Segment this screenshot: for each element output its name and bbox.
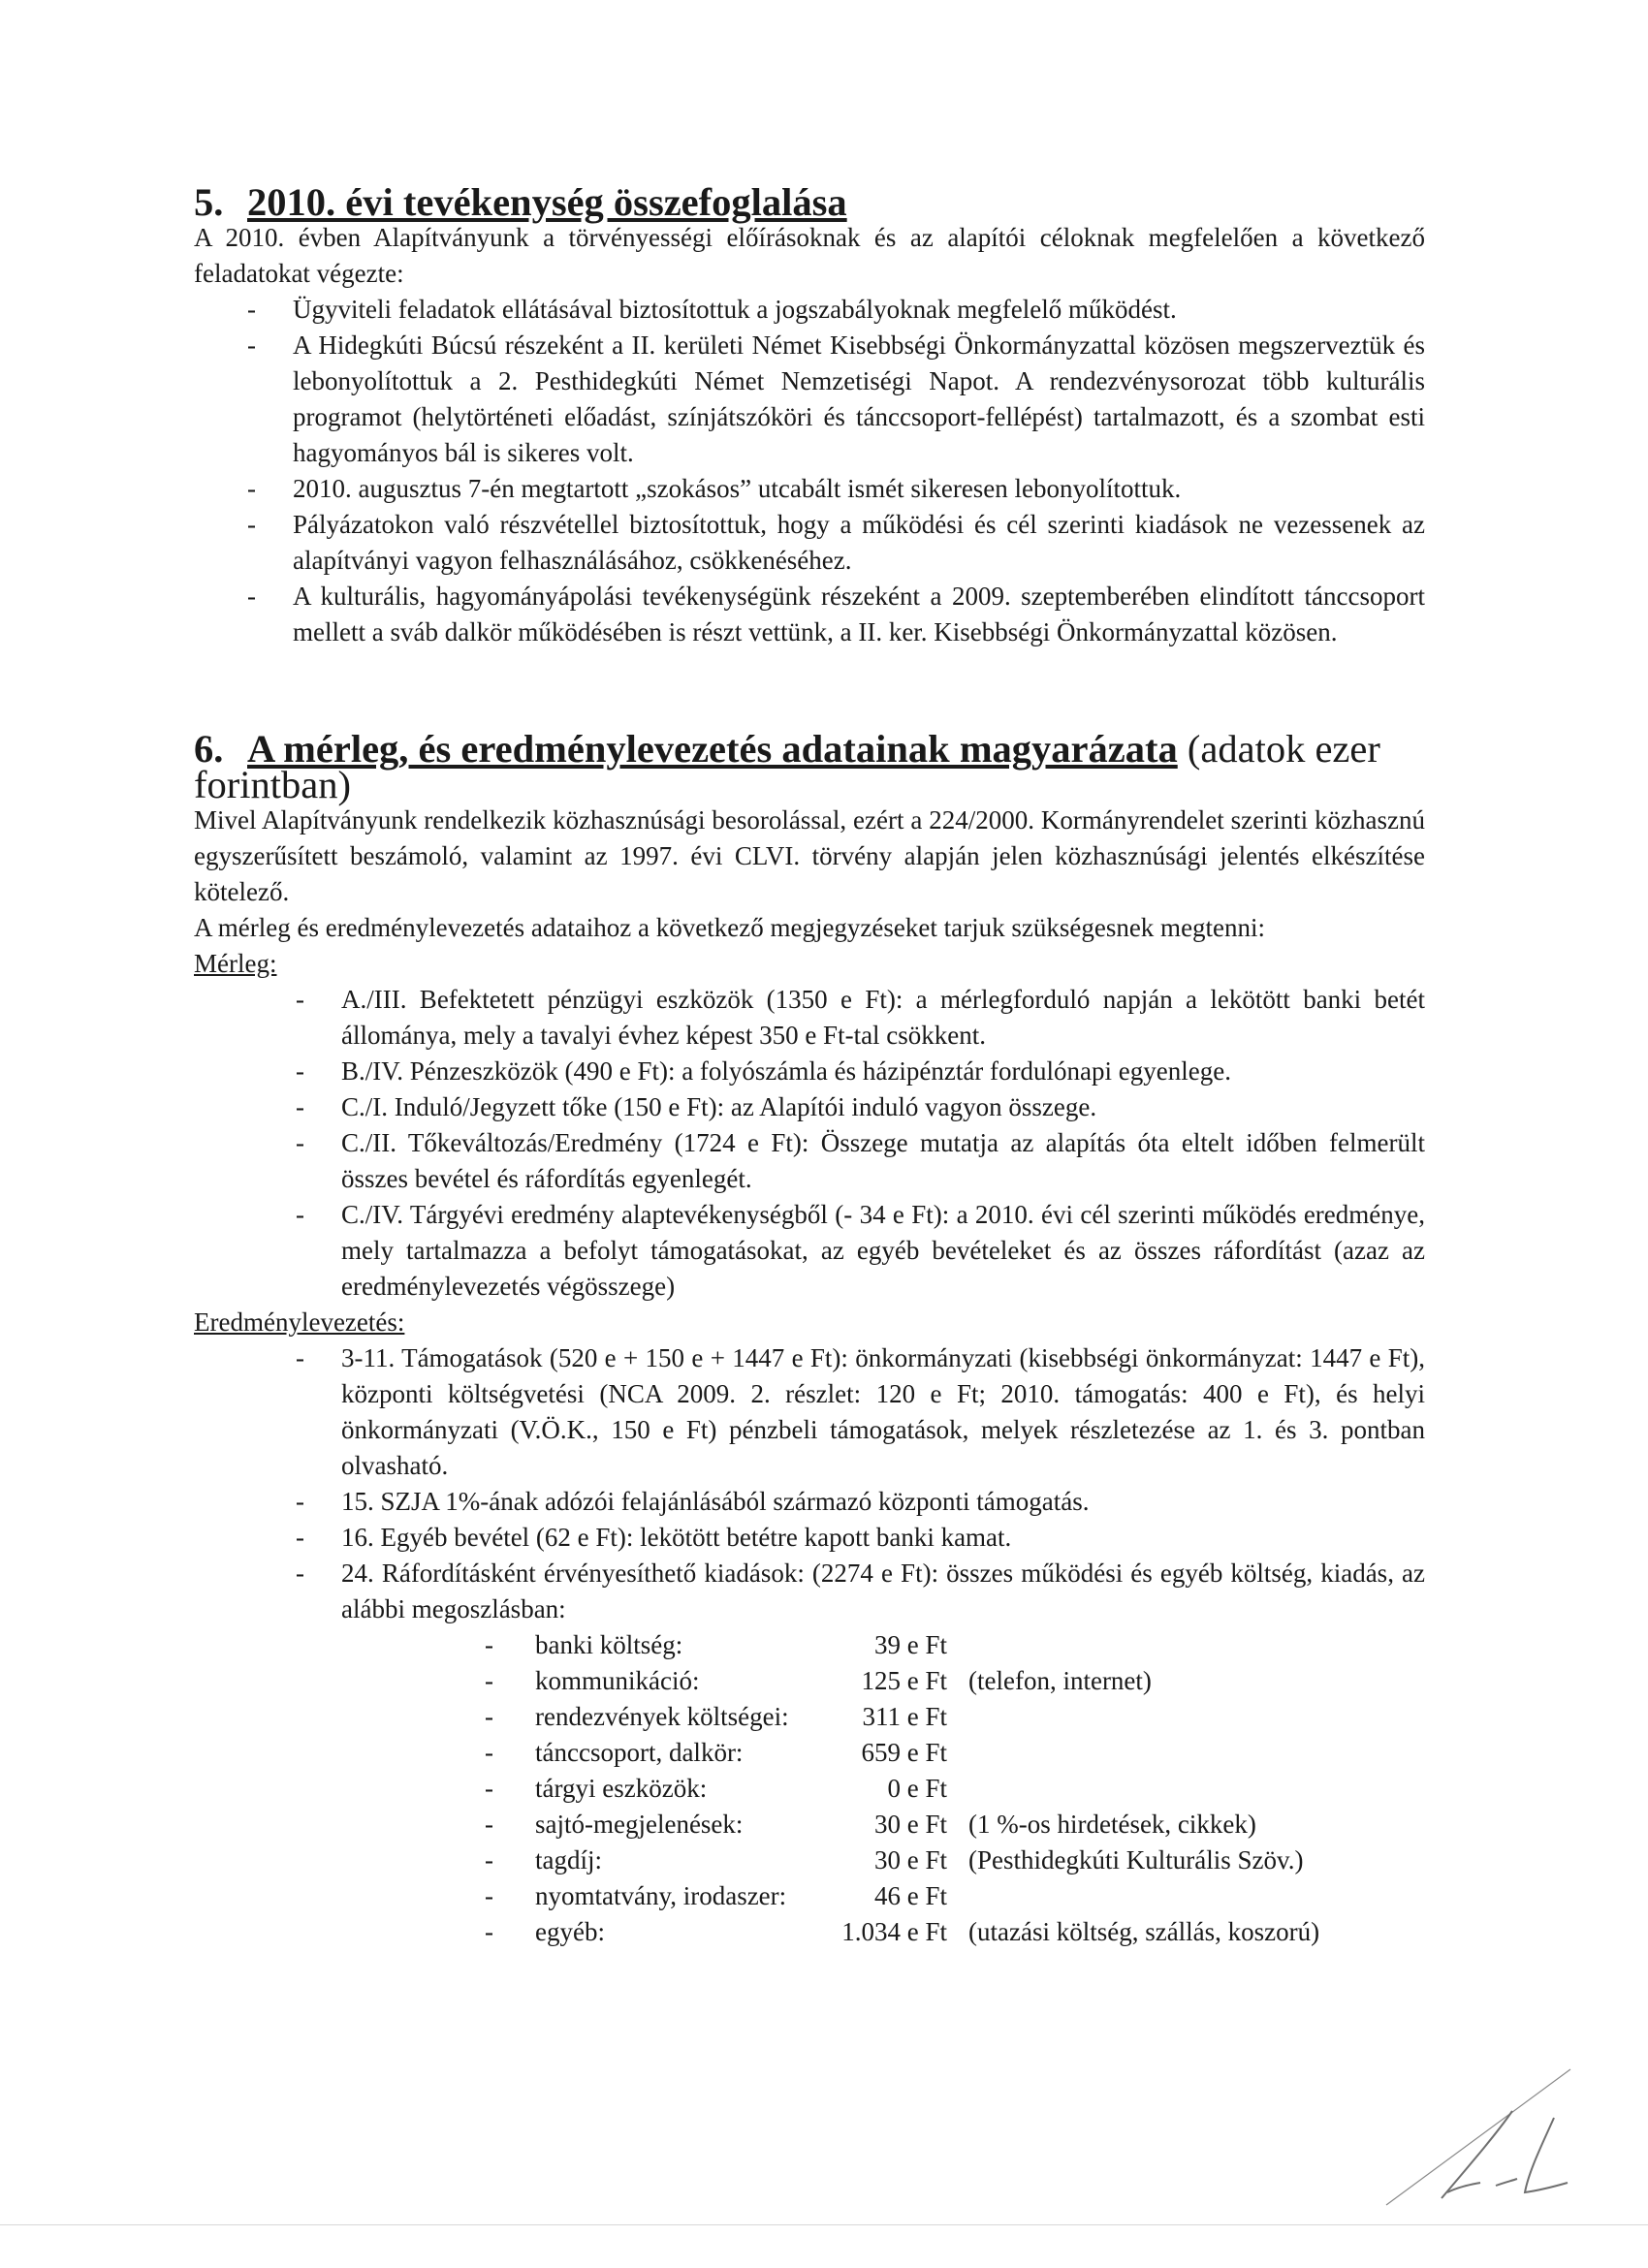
cost-name: rendezvények költségei: (535, 1702, 789, 1731)
cost-amount: 125 e Ft (861, 1666, 947, 1695)
balance-item: - C./IV. Tárgyévi eredmény alaptevékenységből (- 34 e Ft): a 2010. évi cél szerinti működés eredménye, mely tartalmazza a befolyt támogatásokat, az egyéb bevételeket és az összes ráfordítást (azaz az eredménylevezetés végösszege) (296, 1197, 1425, 1305)
cost-name: sajtó-megjelenések: (535, 1810, 744, 1839)
cost-amount: 0 e Ft (887, 1774, 947, 1803)
cost-note: (telefon, internet) (968, 1666, 1152, 1695)
cost-name: nyomtatvány, irodaszer: (535, 1881, 787, 1910)
section-6-title-suffix: (adatok ezer forintban) (194, 727, 1380, 806)
income-item: - 16. Egyéb bevétel (62 e Ft): lekötött betétre kapott banki kamat. (296, 1520, 1425, 1556)
income-item: - 24. Ráfordításként érvényesíthető kiadások: (2274 e Ft): összes működési és egyéb költség, kiadás, az alábbi megoszlásban: (296, 1556, 1425, 1627)
section-6-paragraph-1: Mivel Alapítványunk rendelkezik közhasznúsági besorolással, ezért a 224/2000. Kormányrendelet szerinti közhasznú egyszerűsített beszámoló, valamint az 1997. évi CLVI. törvény alapján jelen közhasznúsági jelentés elkészítése kötelező. (194, 805, 1425, 906)
section-6-paragraph-2: A mérleg és eredménylevezetés adataihoz a következő megjegyzéseket tarjuk szükségesnek megtenni: (194, 913, 1266, 942)
activity-item: - Ügyviteli feladatok ellátásával biztosítottuk a jogszabályoknak megfelelő működést. (247, 292, 1425, 328)
cost-amount: 659 e Ft (861, 1738, 947, 1767)
section-5-intro: A 2010. évben Alapítványunk a törvényességi előírásoknak és az alapítói céloknak megfelelően a következő feladatokat végezte: (194, 223, 1425, 288)
cost-row (485, 1663, 1425, 1699)
income-statement-label: Eredménylevezetés: (194, 1307, 405, 1337)
cost-amount: 46 e Ft (873, 1881, 947, 1910)
income-statement-list (194, 1340, 1425, 1627)
balance-item: - C./I. Induló/Jegyzett tőke (150 e Ft): az Alapítói induló vagyon összege. (296, 1089, 1425, 1125)
section-5-activity-list (194, 292, 1425, 650)
cost-amount: 311 e Ft (862, 1702, 947, 1731)
section-6-title: A mérleg, és eredménylevezetés adatainak magyarázata (247, 727, 1178, 771)
cost-row (485, 1771, 1425, 1807)
cost-row (485, 1735, 1425, 1771)
cost-name: kommunikáció: (535, 1666, 700, 1695)
cost-row (485, 1843, 1425, 1878)
activity-item: - A kulturális, hagyományápolási tevékenységünk részeként a 2009. szeptemberében elindított tánccsoport mellett a sváb dalkör működésében is részt vettünk, a II. ker. Kisebbségi Önkormányzattal közösen. (247, 579, 1425, 650)
cost-row (485, 1878, 1425, 1914)
section-5-title: 2010. évi tevékenység összefoglalása (247, 180, 847, 224)
section-5-number: 5. (194, 180, 224, 224)
income-item: - 15. SZJA 1%-ának adózói felajánlásából származó központi támogatás. (296, 1484, 1425, 1520)
activity-item: - 2010. augusztus 7-én megtartott „szokásos” utcabált ismét sikeresen lebonyolítottuk. (247, 471, 1425, 507)
section-6-heading (194, 727, 1425, 806)
activity-item: - Pályázatokon való részvétellel biztosítottuk, hogy a működési és cél szerinti kiadások ne vezessenek az alapítványi vagyon felhasználásához, csökkenéséhez. (247, 507, 1425, 579)
cost-breakdown-list (194, 1627, 1425, 1950)
cost-name: tárgyi eszközök: (535, 1774, 708, 1803)
section-5-heading (194, 180, 1425, 224)
document-page (194, 180, 1425, 1950)
cost-amount: 1.034 e Ft (841, 1917, 947, 1946)
cost-name: banki költség: (535, 1630, 683, 1659)
balance-item: - C./II. Tőkeváltozás/Eredmény (1724 e Ft): Összege mutatja az alapítás óta eltelt időben felmerült összes bevétel és ráfordítás egyenlegét. (296, 1125, 1425, 1197)
balance-sheet-label: Mérleg: (194, 949, 277, 978)
section-6-number: 6. (194, 727, 224, 771)
balance-item: - A./III. Befektetett pénzügyi eszközök (1350 e Ft): a mérlegforduló napján a lekötött banki betét állománya, mely a tavalyi évhez képest 350 e Ft-tal csökkent. (296, 982, 1425, 1054)
cost-name: tagdíj: (535, 1845, 602, 1874)
handwritten-signature (1381, 2064, 1604, 2210)
cost-name: tánccsoport, dalkör: (535, 1738, 744, 1767)
balance-item: - B./IV. Pénzeszközök (490 e Ft): a folyószámla és házipénztár fordulónapi egyenlege. (296, 1054, 1425, 1089)
cost-note: (utazási költség, szállás, koszorú) (968, 1917, 1320, 1946)
cost-note: (1 %-os hirdetések, cikkek) (968, 1810, 1256, 1839)
scan-edge-line (0, 2224, 1648, 2225)
cost-amount: 30 e Ft (873, 1845, 947, 1874)
cost-row (485, 1627, 1425, 1663)
cost-amount: 30 e Ft (873, 1810, 947, 1839)
activity-item: - A Hidegkúti Búcsú részeként a II. kerületi Német Kisebbségi Önkormányzattal közösen megszerveztük és lebonyolítottuk a 2. Pesthidegkúti Német Nemzetiségi Napot. A rendezvénysorozat több kulturális programot (helytörténeti előadást, színjátszóköri és tánccsoport-fellépést) tartalmazott, és a szombat esti hagyományos bál is sikeres volt. (247, 328, 1425, 471)
cost-name: egyéb: (535, 1917, 605, 1946)
cost-row (485, 1914, 1425, 1950)
cost-amount: 39 e Ft (873, 1630, 947, 1659)
income-item: - 3-11. Támogatások (520 e + 150 e + 1447 e Ft): önkormányzati (kisebbségi önkormányzat: 1447 e Ft), központi költségvetési (NCA 2009. 2. részlet: 120 e Ft; 2010. támogatás: 400 e Ft), és helyi önkormányzati (V.Ö.K., 150 e Ft) pénzbeli támogatások, melyek részletezése az 1. és 3. pontban olvasható. (296, 1340, 1425, 1484)
cost-row (485, 1699, 1425, 1735)
balance-sheet-list (194, 982, 1425, 1305)
cost-row (485, 1807, 1425, 1843)
cost-note: (Pesthidegkúti Kulturális Szöv.) (968, 1845, 1304, 1874)
